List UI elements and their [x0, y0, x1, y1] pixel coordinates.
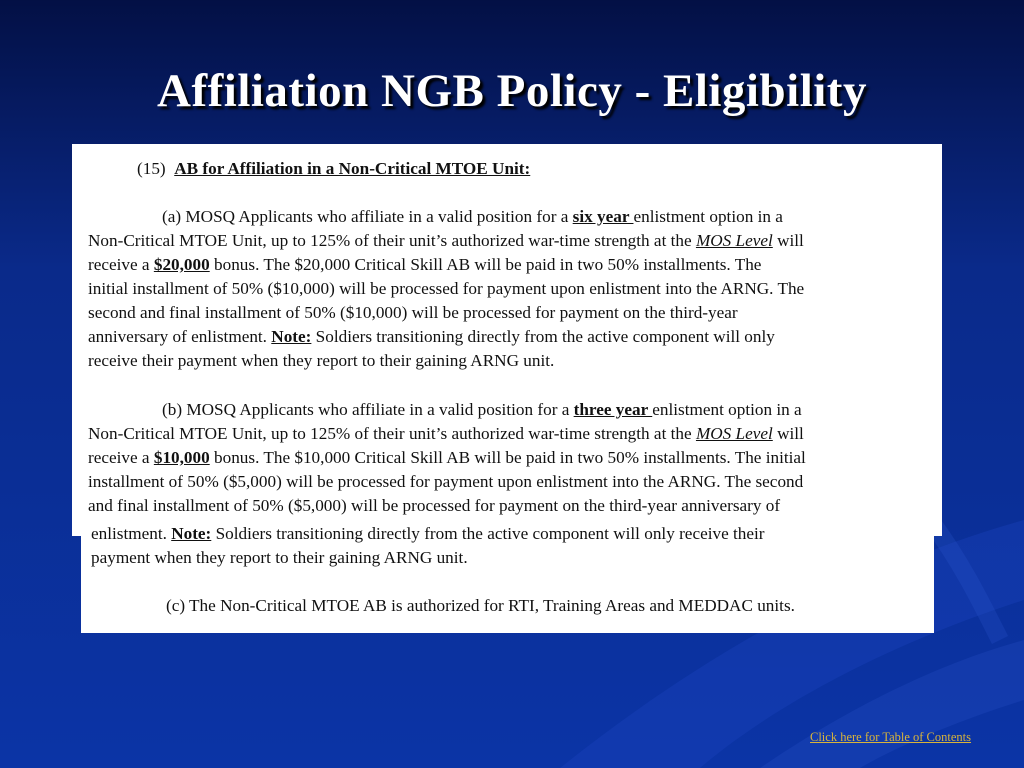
para-a-line-1: (a) MOSQ Applicants who affiliate in a valid position for a six year enlistment option in a: [162, 207, 783, 226]
para-a-line-4: initial installment of 50% ($10,000) will be processed for payment upon enlistment into the ARNG. The: [88, 279, 805, 298]
table-of-contents-link[interactable]: Click here for Table of Contents: [810, 730, 972, 744]
policy-excerpt-continuation: [81, 524, 934, 633]
para-b-line-6: enlistment. Note: Soldiers transitioning directly from the active component will only receive their: [91, 524, 765, 543]
term-mos-level: MOS Level: [695, 424, 773, 443]
para-b-line-7: payment when they report to their gaining ARNG unit.: [91, 548, 468, 567]
para-a-line-2: Non-Critical MTOE Unit, up to 125% of their unit’s authorized war-time strength at the MOS Level will: [88, 231, 804, 250]
para-a-line-3: receive a $20,000 bonus. The $20,000 Critical Skill AB will be paid in two 50% installments. The: [88, 255, 762, 274]
note-label: Note:: [171, 524, 212, 543]
term-three-year: three year: [573, 400, 653, 419]
policy-excerpt-panel: [72, 144, 942, 536]
para-b-line-3: receive a $10,000 bonus. The $10,000 Critical Skill AB will be paid in two 50% installments. The initial: [88, 448, 806, 467]
amount-10000: $10,000: [153, 448, 210, 467]
para-c: (c) The Non-Critical MTOE AB is authorized for RTI, Training Areas and MEDDAC units.: [166, 596, 795, 615]
term-six-year: six year: [572, 207, 634, 226]
amount-20000: $20,000: [153, 255, 210, 274]
para-b-line-5: and final installment of 50% ($5,000) will be processed for payment on the third-year anniversary of: [88, 496, 781, 515]
para-b-line-2: Non-Critical MTOE Unit, up to 125% of their unit’s authorized war-time strength at the MOS Level will: [88, 424, 804, 443]
section-number: (15): [137, 159, 166, 178]
para-a-line-7: receive their payment when they report to their gaining ARNG unit.: [88, 351, 555, 370]
slide-title: Affiliation NGB Policy - Eligibility: [157, 65, 867, 117]
note-label: Note:: [271, 327, 312, 346]
term-mos-level: MOS Level: [695, 231, 773, 250]
para-b-line-4: installment of 50% ($5,000) will be processed for payment upon enlistment into the ARNG. The second: [88, 472, 804, 491]
para-a-line-5: second and final installment of 50% ($10,000) will be processed for payment on the third-year: [88, 303, 738, 322]
section-heading: [137, 157, 530, 181]
para-a-line-6: anniversary of enlistment. Note: Soldiers transitioning directly from the active component will only: [88, 327, 775, 346]
section-heading-text: AB for Affiliation in a Non-Critical MTOE Unit:: [174, 159, 531, 178]
para-b-line-1: (b) MOSQ Applicants who affiliate in a valid position for a three year enlistment option in a: [162, 400, 802, 419]
